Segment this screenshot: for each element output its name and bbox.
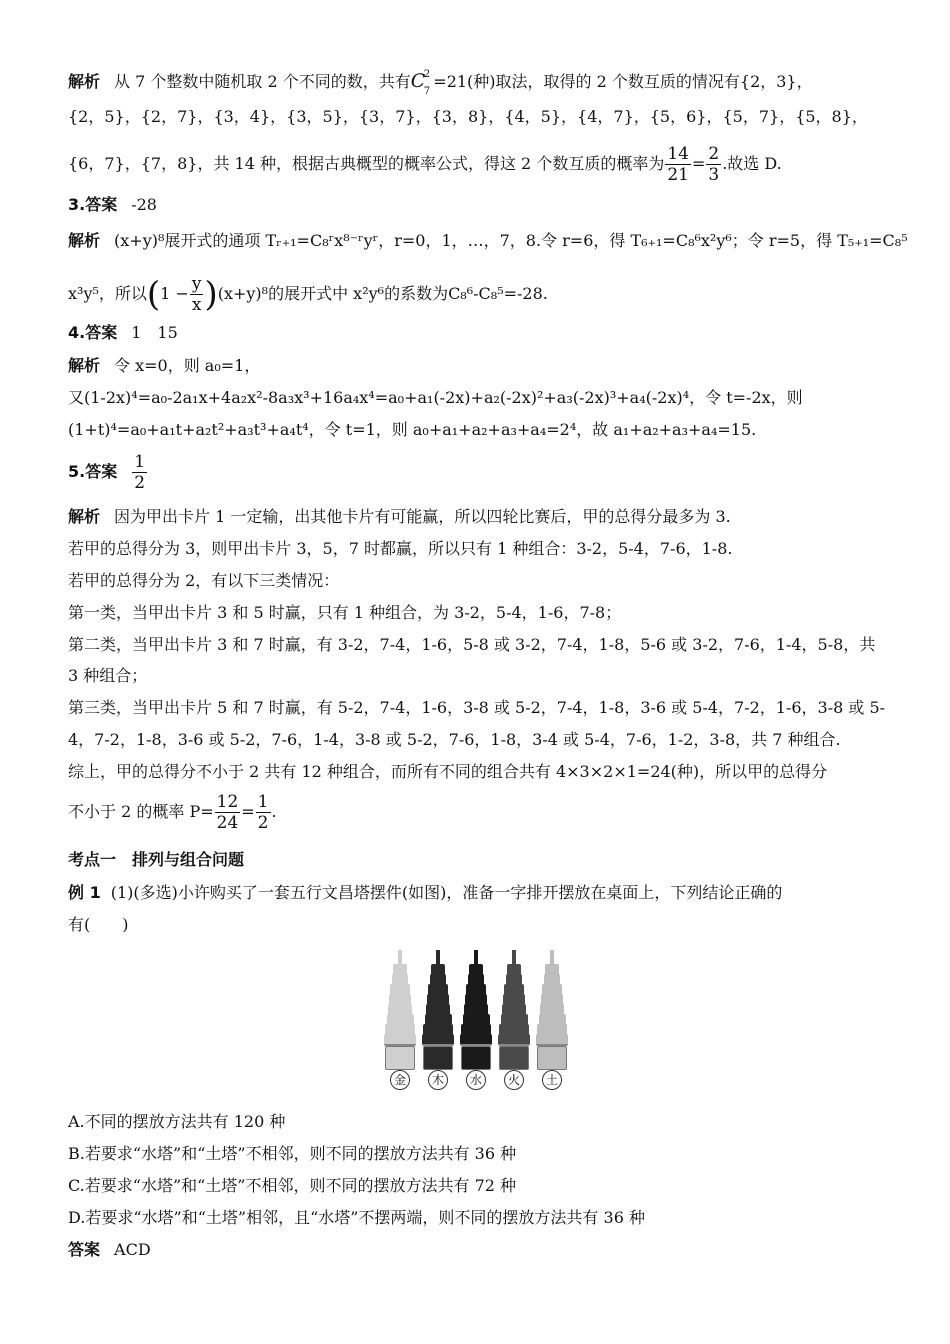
p3-line-2: x³y⁵，所以(1 − $\frac{y}{x}$ )(x+y)⁸的展开式中 x²y⁶的系数为C₈⁶-C₈⁵=-28. [68,274,548,315]
pagoda-3 [459,950,493,1068]
pagoda-label-4: 火 [504,1070,524,1090]
p4-line-3: (1+t)⁴=a₀+a₁t+a₂t²+a₃t³+a₄t⁴，令 t=1，则 a₀+a₁+a₂+a₃+a₄=2⁴，故 a₁+a₂+a₃+a₄=15. [68,420,757,439]
p2-line-3: {6，7}，{7，8}，共 14 种，根据古典概型的概率公式，得这 2 个数互质的概率为 $\frac{14}{21}$ = $\frac{2}{3}$ .故选 D. [68,144,782,185]
pagoda-4 [497,950,531,1068]
pagoda-5 [535,950,569,1068]
pagoda-label-1: 金 [390,1070,410,1090]
p3-line-1: 解析 (x+y)⁸展开式的通项 Tᵣ₊₁=C₈ʳx⁸⁻ʳyʳ，r=0，1，…，7，8.令 r=6，得 T₆₊₁=C₈⁶x²y⁶；令 r=5，得 T₅₊₁=C₈⁵ [68,231,908,250]
ex1-line-1: 例 1 (1)(多选)小许购买了一套五行文昌塔摆件(如图)，准备一字排开摆放在桌面上，下列结论正确的 [68,883,783,902]
fraction-2-3: $\frac{2}{3}$ [708,144,720,185]
fraction-y-x: $\frac{y}{x}$ [191,274,202,315]
option-d: D.若要求“水塔”和“土塔”相邻，且“水塔”不摆两端，则不同的摆放方法共有 36 种 [68,1208,645,1227]
option-b: B.若要求“水塔”和“土塔”不相邻，则不同的摆放方法共有 36 种 [68,1144,517,1163]
pagoda-2 [421,950,455,1068]
p4-line-1: 解析 令 x=0，则 a₀=1， [68,356,261,375]
p5-answer: 5.答案 $\frac{1}{2}$ [68,452,146,493]
fraction-14-21: $\frac{14}{21}$ [667,144,689,185]
p3-answer: 3.答案 -28 [68,195,157,214]
fraction-12-24: $\frac{12}{24}$ [216,792,239,833]
p5-line-8: 4，7-2，1-8，3-6 或 5-2，7-6，1-4，3-8 或 5-2，7-6，1-8，3-4 或 5-4，7-6，1-2，3-8，共 7 种组合. [68,730,841,749]
p5-line-1: 解析 因为甲出卡片 1 一定输，出其他卡片有可能赢，所以四轮比赛后，甲的总得分最多为 3. [68,507,731,526]
ex1-line-2: 有( ) [68,915,129,934]
p5-line-2: 若甲的总得分为 3，则甲出卡片 3，5，7 时都赢，所以只有 1 种组合：3-2，5-4，7-6，1-8. [68,539,733,558]
pagoda-figure [380,946,570,1094]
p5-line-5: 第二类，当甲出卡片 3 和 7 时赢，有 3-2，7-4，1-6，5-8 或 3-2，7-4，1-8，5-6 或 3-2，7-6，1-4，5-8，共 [68,635,876,654]
ex1-answer: 答案 ACD [68,1240,151,1259]
p4-answer: 4.答案 1 15 [68,323,178,342]
p5-line-7: 第三类，当甲出卡片 5 和 7 时赢，有 5-2，7-4，1-6，3-8 或 5-2，7-4，1-8，3-6 或 5-4，7-2，1-6，3-8 或 5- [68,698,886,717]
fraction-1-2-b: $\frac{1}{2}$ [257,792,269,833]
pagoda-label-5: 土 [542,1070,562,1090]
p5-line-10: 不小于 2 的概率 P= $\frac{12}{24}$ = $\frac{1}{2}$ . [68,792,277,833]
p5-line-3: 若甲的总得分为 2，有以下三类情况： [68,571,340,590]
p5-line-4: 第一类，当甲出卡片 3 和 5 时赢，只有 1 种组合，为 3-2，5-4，1-6，7-8； [68,603,622,622]
pagoda-1 [383,950,417,1068]
combination-c72: C 2 7 [410,69,431,97]
option-c: C.若要求“水塔”和“土塔”不相邻，则不同的摆放方法共有 72 种 [68,1176,517,1195]
p5-line-9: 综上，甲的总得分不小于 2 共有 12 种组合，而所有不同的组合共有 4×3×2×1=24(种)，所以甲的总得分 [68,762,828,781]
p4-line-2: 又(1-2x)⁴=a₀-2a₁x+4a₂x²-8a₃x³+16a₄x⁴=a₀+a₁(-2x)+a₂(-2x)²+a₃(-2x)³+a₄(-2x)⁴，令 t=-2x，则 [68,388,803,407]
analysis-label: 解析 [68,72,101,91]
pagoda-label-2: 木 [428,1070,448,1090]
fraction-1-2: $\frac{1}{2}$ [134,452,146,493]
pagoda-label-3: 水 [466,1070,486,1090]
option-a: A.不同的摆放方法共有 120 种 [68,1112,286,1131]
section-title: 考点一 排列与组合问题 [68,850,245,869]
p2-line-1: 解析 从 7 个整数中随机取 2 个不同的数，共有C 2 7 =21(种)取法，取得的 2 个数互质的情况有{2，3}， [68,69,813,97]
p5-line-6: 3 种组合； [68,666,148,685]
p2-line-2: {2，5}，{2，7}，{3，4}，{3，5}，{3，7}，{3，8}，{4，5}，{4，7}，{5，6}，{5，7}，{5，8}， [68,107,868,126]
